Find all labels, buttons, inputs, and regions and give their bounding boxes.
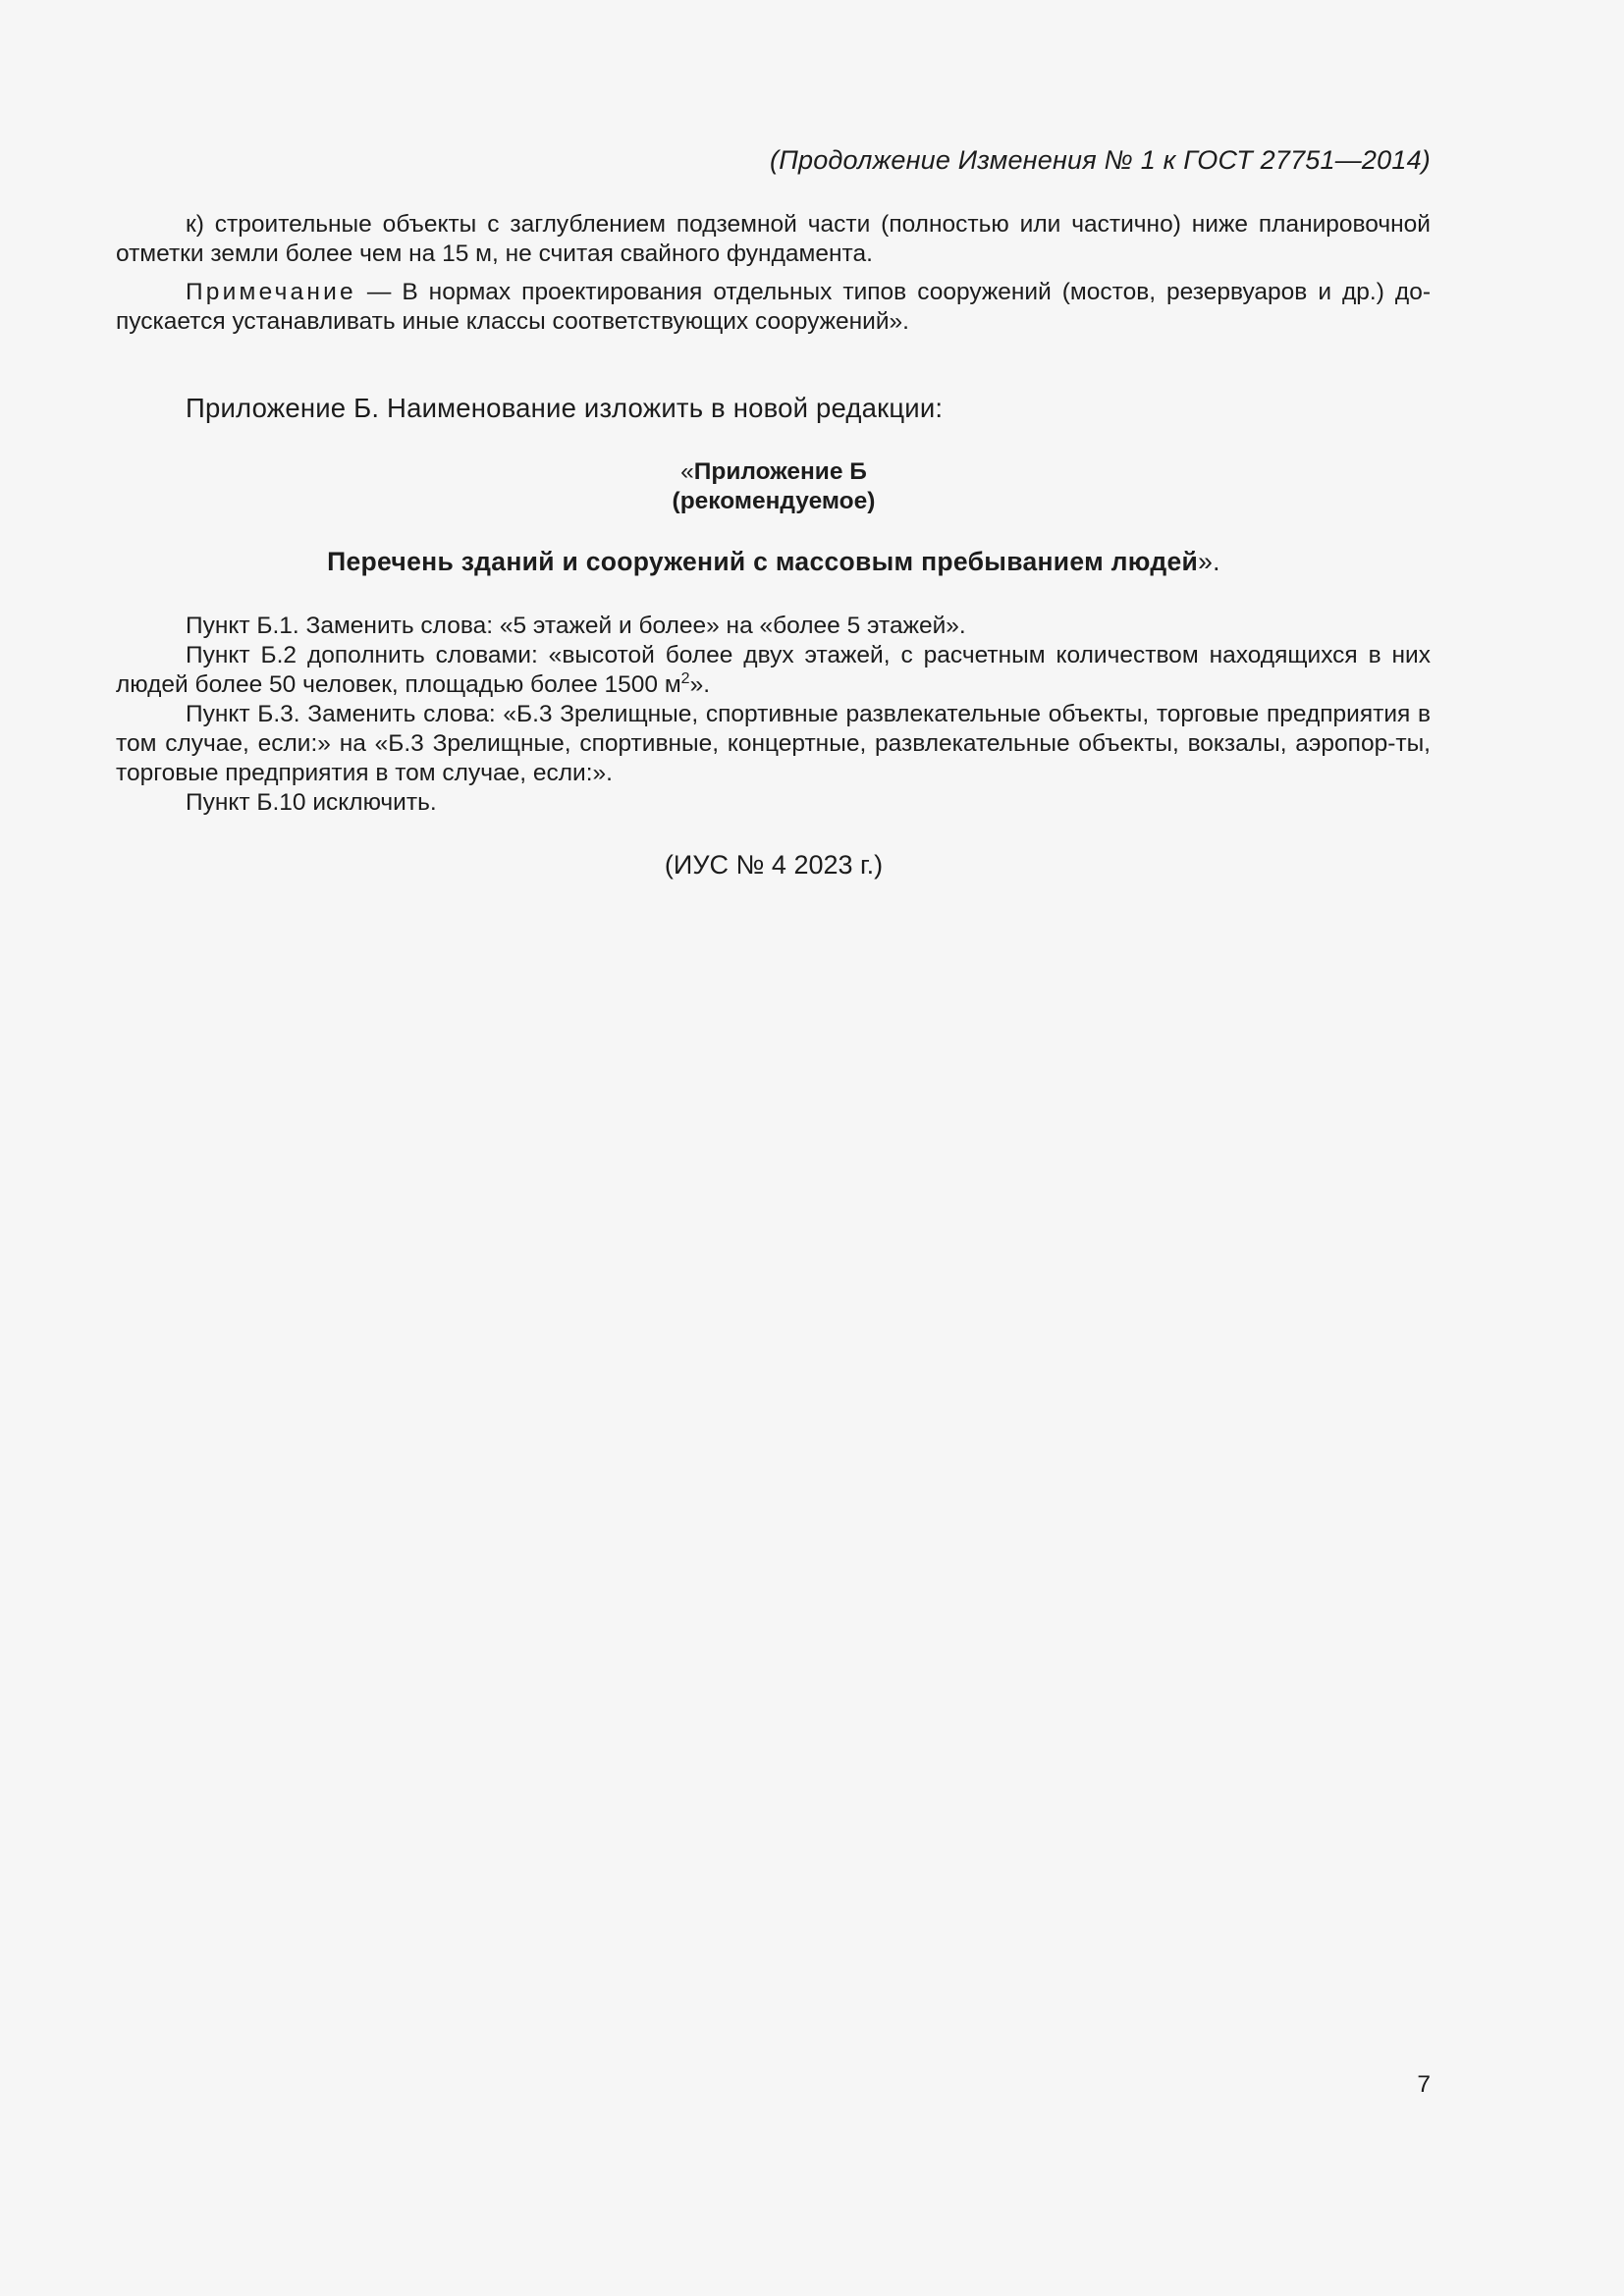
appendix-open-quote: « bbox=[680, 458, 694, 485]
change-b2-sup: 2 bbox=[680, 670, 690, 687]
section-intro: Приложение Б. Наименование изложить в новой редакции: bbox=[186, 393, 944, 423]
running-header: (Продолжение Изменения № 1 к ГОСТ 27751—2014) bbox=[770, 145, 1431, 175]
change-b1: Пункт Б.1. Заменить слова: «5 этажей и более» на «более 5 этажей». bbox=[186, 613, 966, 639]
note-paragraph bbox=[116, 278, 1431, 337]
change-b2-text: Пункт Б.2 дополнить словами: «высотой более двух этажей, с расчетным количеством находящихся в них людей более 50 человек, площадью более 1500 м bbox=[116, 642, 1431, 698]
appendix-heading bbox=[0, 457, 1547, 516]
ius-reference: (ИУС № 4 2023 г.) bbox=[664, 850, 884, 880]
appendix-title-end: ». bbox=[1198, 547, 1220, 576]
change-b3: Пункт Б.3. Заменить слова: «Б.3 Зрелищные, спортивные развлекательные объекты, торговые предприятия в том случае, если:» на «Б.3 Зрелищные, спортивные, концертные, развлекательные объекты, вокзалы, аэропор-ты, торговые предприятия в том случае, если:». bbox=[116, 701, 1431, 786]
appendix-title-text: Перечень зданий и сооружений с массовым пребыванием людей bbox=[327, 547, 1199, 576]
page-number: 7 bbox=[1417, 2071, 1431, 2098]
appendix-status: (рекомендуемое) bbox=[672, 488, 876, 514]
change-b2 bbox=[116, 641, 1431, 700]
changes-block bbox=[116, 612, 1431, 818]
appendix-name: Приложение Б bbox=[693, 458, 867, 485]
appendix-title bbox=[0, 547, 1547, 577]
change-b10: Пункт Б.10 исключить. bbox=[186, 789, 437, 816]
change-b2-end: ». bbox=[689, 671, 711, 698]
item-k-paragraph: к) строительные объекты с заглублением подземной части (полностью или частично) ниже планировочной отметки земли более чем на 15 м, не считая свайного фундамента. bbox=[116, 211, 1431, 267]
note-text: — В нормах проектирования отдельных типов сооружений (мостов, резервуаров и др.) до-пускается устанавливать иные классы соответствующих сооружений». bbox=[116, 279, 1431, 335]
continuation-block bbox=[116, 210, 1431, 337]
note-label: Примечание bbox=[186, 279, 356, 305]
